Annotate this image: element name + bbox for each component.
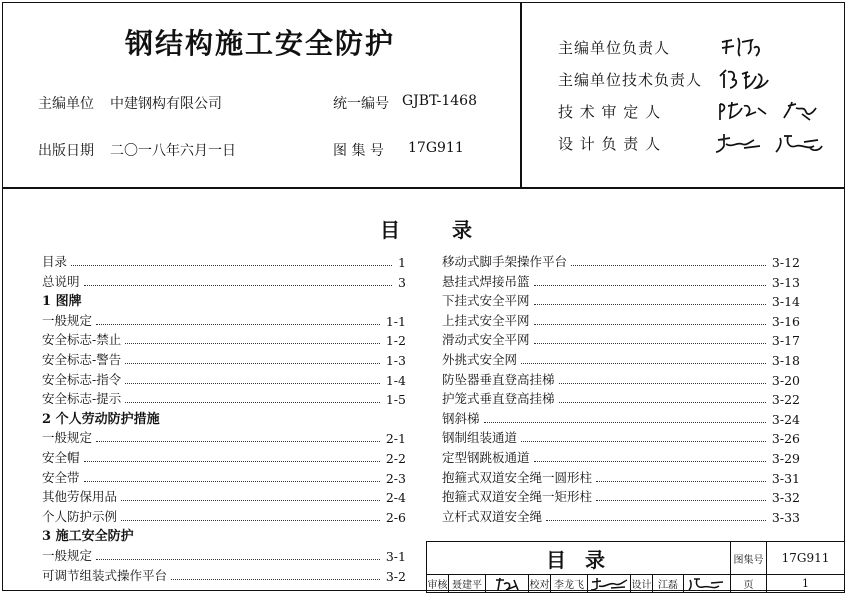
tb-page-label: 页 (743, 580, 754, 591)
toc-entry-leader (596, 500, 766, 501)
toc-entry-leader (171, 579, 380, 580)
toc-entry[interactable] (442, 485, 800, 505)
tb-design-sign-cell (683, 574, 731, 593)
toc-entry-leader (559, 383, 766, 384)
toc-entry[interactable] (442, 368, 800, 388)
editor-unit-label: 主编单位 (38, 96, 94, 112)
toc-entry-title: 上挂式安全平网 (442, 312, 530, 328)
toc-entry-page: 3 (398, 274, 406, 290)
toc-entry[interactable] (42, 328, 406, 348)
publish-date-value: 二〇一八年六月一日 (110, 143, 236, 159)
toc-entry-leader (84, 481, 380, 482)
toc-entry[interactable] (442, 309, 800, 329)
toc-entry-leader (84, 461, 380, 462)
toc-entry-leader (534, 285, 766, 286)
toc-entry-leader (559, 402, 766, 403)
tb-review-sign-cell (485, 574, 529, 593)
toc-entry-page: 3-33 (771, 509, 800, 525)
toc-entry[interactable] (442, 250, 800, 270)
toc-entry-title: 抱箍式双道安全绳一矩形柱 (442, 489, 593, 505)
toc-entry-title: 安全标志-指令 (42, 371, 122, 387)
toc-heading-right: 录 (452, 218, 472, 242)
title-block-atlas-label-cell (730, 541, 767, 575)
toc-entry-page: 3-24 (771, 411, 800, 427)
toc-section-heading: 1 图牌 (42, 294, 82, 310)
toc-entry-page: 2-3 (385, 470, 406, 486)
toc-entry-page: 3-1 (385, 549, 406, 564)
toc-entry-page: 3-29 (771, 451, 800, 466)
atlas-number-value: 17G911 (408, 140, 464, 156)
toc-entry-leader (534, 461, 766, 462)
toc-entry[interactable] (442, 270, 800, 290)
signature-technical-approver (716, 98, 826, 124)
toc-entry-leader (121, 500, 380, 501)
document-title: 钢结构施工安全防护 (124, 27, 395, 60)
tb-check-signature (589, 576, 629, 592)
toc-entry-leader (534, 324, 766, 325)
title-block-atlas-value: 17G911 (781, 551, 830, 565)
tb-design-signature (687, 576, 727, 592)
toc-entry-page: 3-17 (771, 333, 800, 349)
tb-page-label-cell (730, 574, 767, 593)
toc-entry-leader (96, 324, 380, 325)
toc-entry-page: 3-12 (771, 255, 800, 270)
design-lead-label: 设 计 负 责 人 (558, 135, 662, 153)
tb-review-label: 审核 (427, 580, 448, 591)
tb-designer: 江磊 (658, 580, 678, 591)
toc-entry-leader (125, 402, 380, 403)
toc-entry[interactable] (42, 270, 406, 290)
toc-entry-page: 2-4 (385, 490, 406, 506)
atlas-number-label: 图 集 号 (333, 143, 384, 159)
toc-entry-leader (534, 343, 766, 344)
toc-entry-title: 定型钢跳板通道 (442, 450, 530, 465)
serial-value: GJBT-1468 (402, 93, 477, 109)
tb-reviewer-cell (448, 574, 486, 593)
toc-entry-leader (546, 520, 766, 521)
toc-entry-title: 可调节组装式操作平台 (42, 567, 168, 583)
toc-entry-page: 3-32 (771, 490, 800, 506)
toc-entry[interactable] (42, 505, 406, 525)
toc-entry-page: 3-20 (771, 372, 800, 388)
toc-entry[interactable] (442, 289, 800, 309)
chief-editor-tech-head-label: 主编单位技术负责人 (558, 71, 703, 89)
toc-entry-title: 防坠器垂直登高挂梯 (442, 371, 555, 387)
toc-entry-title: 一般规定 (42, 430, 93, 446)
toc-entry-page: 3-26 (771, 431, 800, 447)
toc-entry[interactable] (42, 426, 406, 446)
toc-entry[interactable] (42, 309, 406, 329)
tb-page-value-cell (766, 574, 845, 593)
toc-entry-page: 3-2 (385, 568, 406, 584)
toc-entry[interactable] (42, 564, 406, 584)
toc-entry-leader (125, 363, 380, 364)
tb-review-label-cell (426, 574, 449, 593)
toc-entry-page: 1-1 (385, 313, 406, 329)
toc-entry-leader (596, 481, 766, 482)
toc-entry-leader (484, 422, 766, 423)
toc-entry-leader (571, 265, 766, 266)
toc-section-heading: 3 施工安全防护 (42, 529, 134, 545)
toc-entry-page: 2-2 (385, 451, 406, 466)
toc-entry[interactable] (442, 348, 800, 368)
header-divider-vertical (520, 2, 522, 188)
technical-approver-label: 技 术 审 定 人 (558, 103, 662, 121)
toc-entry-leader (521, 363, 766, 364)
toc-entry-leader (96, 441, 380, 442)
toc-entry-title: 外挑式安全网 (442, 352, 518, 367)
title-block-atlas-label: 图集号 (733, 554, 764, 566)
tb-check-label-cell (528, 574, 551, 593)
signature-design-lead (714, 130, 826, 156)
tb-review-signature (492, 576, 522, 592)
tb-checker: 李龙飞 (554, 580, 584, 591)
tb-check-label: 校对 (529, 580, 550, 591)
toc-entry-title: 一般规定 (42, 548, 93, 563)
toc-entry-title: 立杆式双道安全绳 (442, 508, 543, 524)
toc-entry[interactable] (442, 466, 800, 486)
toc-entry-title: 悬挂式焊接吊篮 (442, 273, 530, 289)
chief-editor-unit-head-label: 主编单位负责人 (558, 39, 671, 57)
toc-entry-page: 3-22 (771, 392, 800, 408)
toc-entry-page: 3-18 (771, 353, 800, 368)
toc-entry[interactable] (442, 505, 800, 525)
toc-entry[interactable] (442, 387, 800, 407)
tb-designer-cell (652, 574, 684, 593)
toc-entry-title: 总说明 (42, 273, 80, 289)
toc-entry-title: 目录 (42, 254, 68, 269)
header-divider-horizontal (2, 187, 845, 189)
tb-reviewer: 聂建平 (452, 580, 482, 591)
toc-entry-page: 2-6 (385, 509, 406, 525)
toc-entry-title: 护笼式垂直登高挂梯 (442, 391, 555, 407)
toc-entry-page: 3-31 (771, 470, 800, 486)
toc-entry-page: 1-5 (385, 392, 406, 408)
toc-entry-leader (71, 265, 392, 266)
tb-checker-cell (550, 574, 588, 593)
toc-entry-page: 2-1 (385, 431, 406, 447)
toc-entry-title: 下挂式安全平网 (442, 293, 530, 309)
toc-entry-leader (121, 520, 380, 521)
toc-entry-title: 抱箍式双道安全绳一圆形柱 (442, 469, 593, 485)
tb-design-label: 设计 (631, 580, 652, 591)
signature-unit-head (718, 34, 768, 60)
toc-entry-title: 安全标志-警告 (42, 352, 122, 367)
toc-entry-title: 钢斜梯 (442, 410, 480, 426)
toc-entry-title: 安全带 (42, 469, 80, 485)
editor-unit-value: 中建钢构有限公司 (110, 96, 222, 112)
toc-entry[interactable] (42, 466, 406, 486)
toc-entry-page: 1-4 (385, 372, 406, 388)
title-block-name (426, 541, 731, 575)
title-block-atlas-value-cell (766, 541, 845, 575)
tb-check-sign-cell (587, 574, 631, 593)
toc-entry-page: 1-2 (385, 333, 406, 349)
toc-entry-title: 其他劳保用品 (42, 489, 118, 505)
toc-entry-page: 3-16 (771, 313, 800, 329)
toc-entry-leader (84, 285, 393, 286)
signature-tech-head (716, 66, 770, 92)
tb-page-value: 1 (802, 577, 809, 590)
toc-entry[interactable] (42, 368, 406, 388)
toc-section-heading: 2 个人劳动防护措施 (42, 411, 160, 427)
toc-heading-left: 目 (380, 218, 400, 242)
toc-entry[interactable] (42, 485, 406, 505)
toc-entry-title: 钢制组装通道 (442, 430, 518, 446)
tb-design-label-cell (630, 574, 653, 593)
toc-entry-title: 安全帽 (42, 450, 80, 465)
toc-entry-leader (534, 304, 766, 305)
toc-entry-title: 安全标志-提示 (42, 391, 122, 407)
toc-entry-page: 3-14 (771, 294, 800, 310)
toc-entry[interactable] (442, 426, 800, 446)
toc-entry-page: 1-3 (385, 353, 406, 368)
toc-entry[interactable] (42, 348, 406, 368)
toc-entry-leader (96, 559, 380, 560)
toc-entry-leader (125, 383, 380, 384)
toc-entry-leader (125, 343, 380, 344)
toc-entry-page: 3-13 (771, 274, 800, 290)
toc-entry-title: 个人防护示例 (42, 508, 118, 524)
toc-entry[interactable] (442, 328, 800, 348)
toc-entry-page: 1 (398, 255, 406, 270)
toc-entry[interactable] (42, 250, 406, 270)
toc-entry[interactable] (42, 446, 406, 466)
toc-entry-title: 一般规定 (42, 312, 93, 328)
publish-date-label: 出版日期 (38, 143, 94, 159)
toc-entry-leader (521, 441, 766, 442)
title-block-name-text: 目 录 (546, 547, 611, 572)
toc-entry[interactable] (442, 407, 800, 427)
toc-entry[interactable] (442, 446, 800, 466)
toc-entry[interactable] (42, 544, 406, 564)
toc-entry-title: 滑动式安全平网 (442, 332, 530, 348)
toc-entry-title: 移动式脚手架操作平台 (442, 254, 568, 269)
toc-entry-title: 安全标志-禁止 (42, 332, 122, 348)
serial-label: 统一编号 (333, 96, 389, 112)
toc-entry[interactable] (42, 387, 406, 407)
